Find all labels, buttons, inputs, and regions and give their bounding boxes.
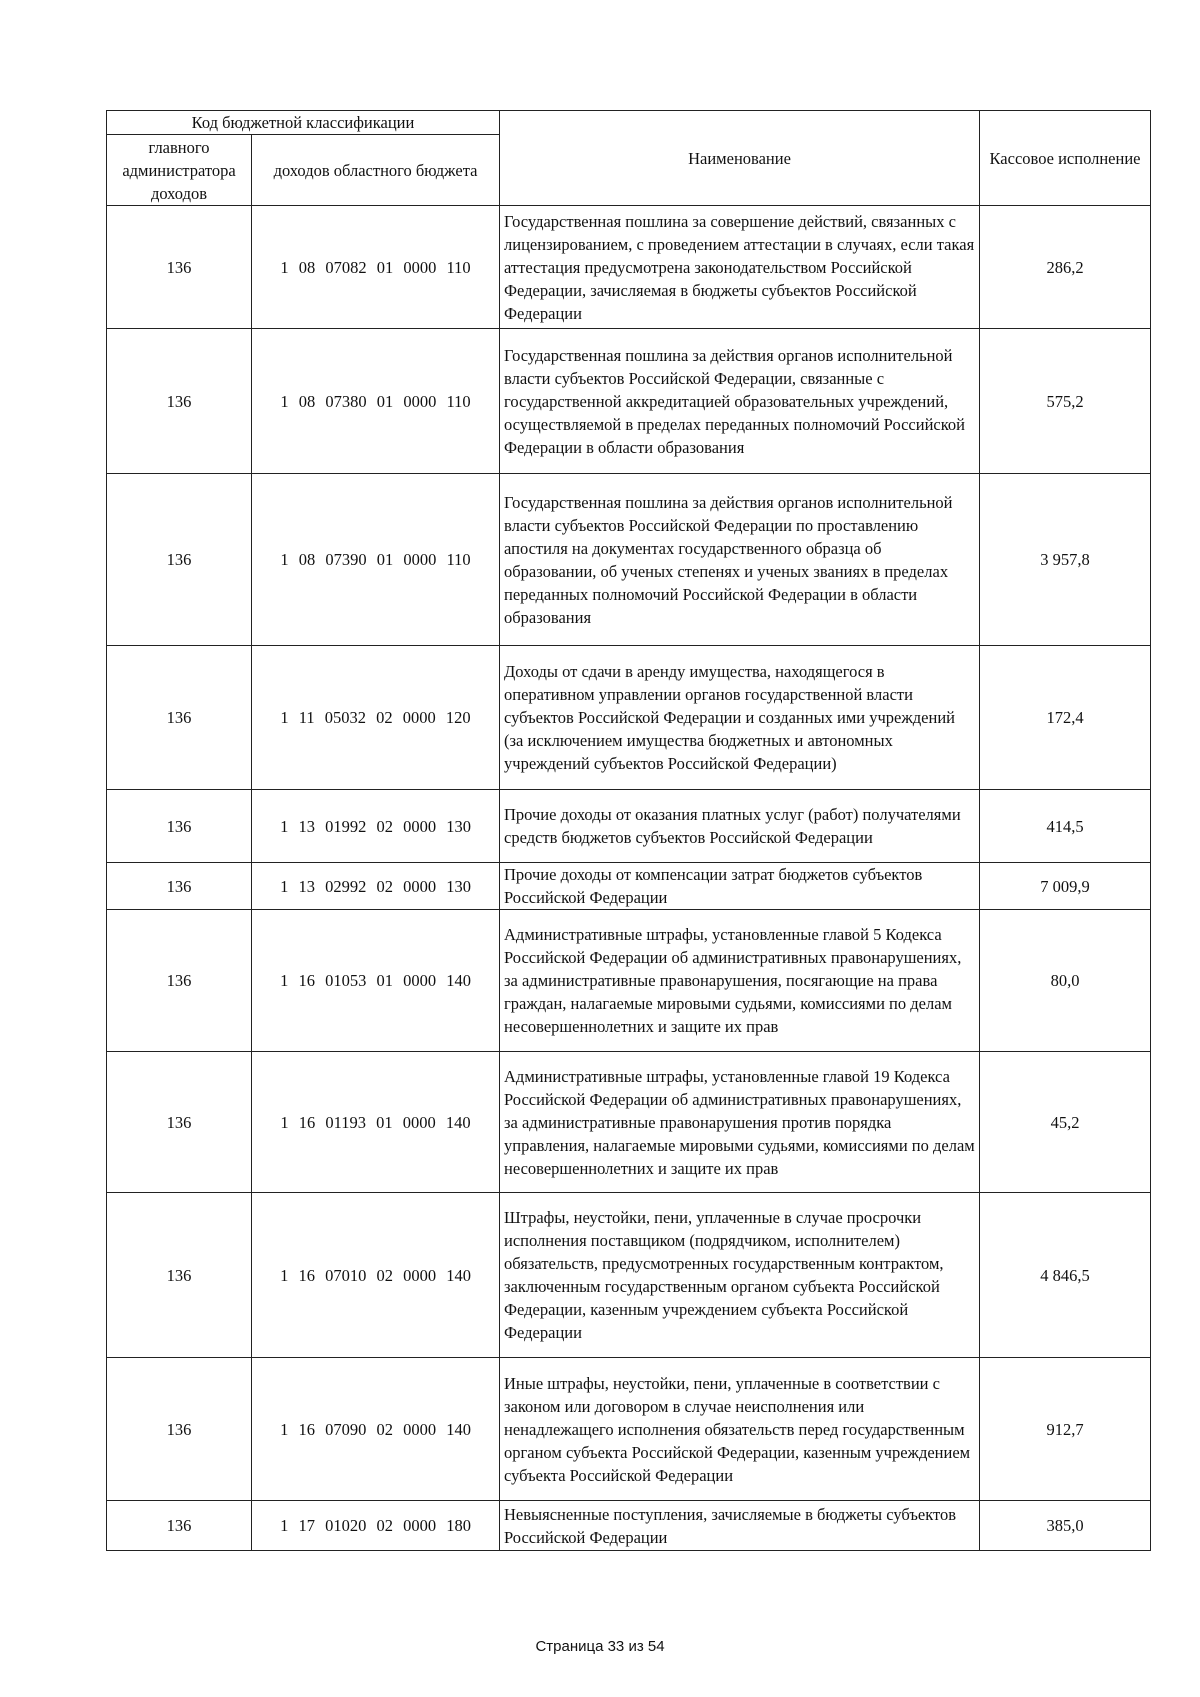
income-code-cell: 1 16 01193 01 0000 140 <box>252 1052 500 1193</box>
table-row <box>107 206 1151 329</box>
income-code-cell: 1 11 05032 02 0000 120 <box>252 646 500 790</box>
amount-cell: 3 957,8 <box>980 474 1151 646</box>
income-code-cell: 1 16 07090 02 0000 140 <box>252 1358 500 1501</box>
name-cell: Прочие доходы от компенсации затрат бюджетов субъектов Российской Федерации <box>500 863 980 910</box>
admin-code-cell: 136 <box>107 329 252 474</box>
admin-code-cell: 136 <box>107 646 252 790</box>
admin-code-cell: 136 <box>107 474 252 646</box>
admin-code-cell: 136 <box>107 910 252 1052</box>
amount-cell: 45,2 <box>980 1052 1151 1193</box>
amount-cell: 286,2 <box>980 206 1151 329</box>
name-cell: Государственная пошлина за действия органов исполнительной власти субъектов Российской Федерации по проставлению апостиля на документах государственного образца об образовании, об ученых степенях и ученых званиях в пределах переданных полномочий Российской Федерации в области образования <box>500 474 980 646</box>
page-number: Страница 33 из 54 <box>535 1638 665 1655</box>
amount-cell: 172,4 <box>980 646 1151 790</box>
table-row <box>107 1052 1151 1193</box>
admin-code-cell: 136 <box>107 863 252 910</box>
admin-code-cell: 136 <box>107 1193 252 1358</box>
table-row <box>107 1358 1151 1501</box>
amount-cell: 7 009,9 <box>980 863 1151 910</box>
amount-cell: 385,0 <box>980 1501 1151 1551</box>
admin-code-cell: 136 <box>107 1501 252 1551</box>
income-code-cell: 1 08 07082 01 0000 110 <box>252 206 500 329</box>
amount-cell: 4 846,5 <box>980 1193 1151 1358</box>
income-code-cell: 1 17 01020 02 0000 180 <box>252 1501 500 1551</box>
name-cell: Государственная пошлина за совершение действий, связанных с лицензированием, с проведением аттестации в случаях, если такая аттестация предусмотрена законодательством Российской Федерации, зачисляемая в бюджеты субъектов Российской Федерации <box>500 206 980 329</box>
amount-cell: 80,0 <box>980 910 1151 1052</box>
header-classification-group: Код бюджетной классификации <box>107 111 500 135</box>
header-income-code: доходов областного бюджета <box>252 135 500 206</box>
name-cell: Прочие доходы от оказания платных услуг (работ) получателями средств бюджетов субъектов Российской Федерации <box>500 790 980 863</box>
header-admin-code: главного администратора доходов <box>107 135 252 206</box>
name-cell: Невыясненные поступления, зачисляемые в бюджеты субъектов Российской Федерации <box>500 1501 980 1551</box>
income-code-cell: 1 13 02992 02 0000 130 <box>252 863 500 910</box>
table-row <box>107 910 1151 1052</box>
header-name: Наименование <box>500 111 980 206</box>
income-code-cell: 1 16 01053 01 0000 140 <box>252 910 500 1052</box>
income-code-cell: 1 08 07390 01 0000 110 <box>252 474 500 646</box>
admin-code-cell: 136 <box>107 206 252 329</box>
name-cell: Государственная пошлина за действия органов исполнительной власти субъектов Российской Федерации, связанные с государственной аккредитацией образовательных учреждений, осуществляемой в пределах переданных полномочий Российской Федерации в области образования <box>500 329 980 474</box>
table-row <box>107 1193 1151 1358</box>
name-cell: Штрафы, неустойки, пени, уплаченные в случае просрочки исполнения поставщиком (подрядчиком, исполнителем) обязательств, предусмотренных государственным контрактом, заключенным государственным органом субъекта Российской Федерации, казенным учреждением субъекта Российской Федерации <box>500 1193 980 1358</box>
budget-classification-table <box>106 110 1151 1551</box>
amount-cell: 912,7 <box>980 1358 1151 1501</box>
name-cell: Административные штрафы, установленные главой 19 Кодекса Российской Федерации об административных правонарушениях, за административные правонарушения против порядка управления, налагаемые мировыми судьями, комиссиями по делам несовершеннолетних и защите их прав <box>500 1052 980 1193</box>
table-row <box>107 1501 1151 1551</box>
table-row <box>107 329 1151 474</box>
admin-code-cell: 136 <box>107 1052 252 1193</box>
table-row <box>107 474 1151 646</box>
table-row <box>107 646 1151 790</box>
income-code-cell: 1 13 01992 02 0000 130 <box>252 790 500 863</box>
name-cell: Доходы от сдачи в аренду имущества, находящегося в оперативном управлении органов государственной власти субъектов Российской Федерации и созданных ими учреждений (за исключением имущества бюджетных и автономных учреждений субъектов Российской Федерации) <box>500 646 980 790</box>
amount-cell: 575,2 <box>980 329 1151 474</box>
name-cell: Иные штрафы, неустойки, пени, уплаченные в соответствии с законом или договором в случае неисполнения или ненадлежащего исполнения обязательств перед государственным органом субъекта Российской Федерации, казенным учреждением субъекта Российской Федерации <box>500 1358 980 1501</box>
table-row <box>107 863 1151 910</box>
table-row <box>107 790 1151 863</box>
income-code-cell: 1 08 07380 01 0000 110 <box>252 329 500 474</box>
admin-code-cell: 136 <box>107 790 252 863</box>
admin-code-cell: 136 <box>107 1358 252 1501</box>
income-code-cell: 1 16 07010 02 0000 140 <box>252 1193 500 1358</box>
amount-cell: 414,5 <box>980 790 1151 863</box>
header-amount: Кассовое исполнение <box>980 111 1151 206</box>
name-cell: Административные штрафы, установленные главой 5 Кодекса Российской Федерации об административных правонарушениях, за административные правонарушения, посягающие на права граждан, налагаемые мировыми судьями, комиссиями по делам несовершеннолетних и защите их прав <box>500 910 980 1052</box>
